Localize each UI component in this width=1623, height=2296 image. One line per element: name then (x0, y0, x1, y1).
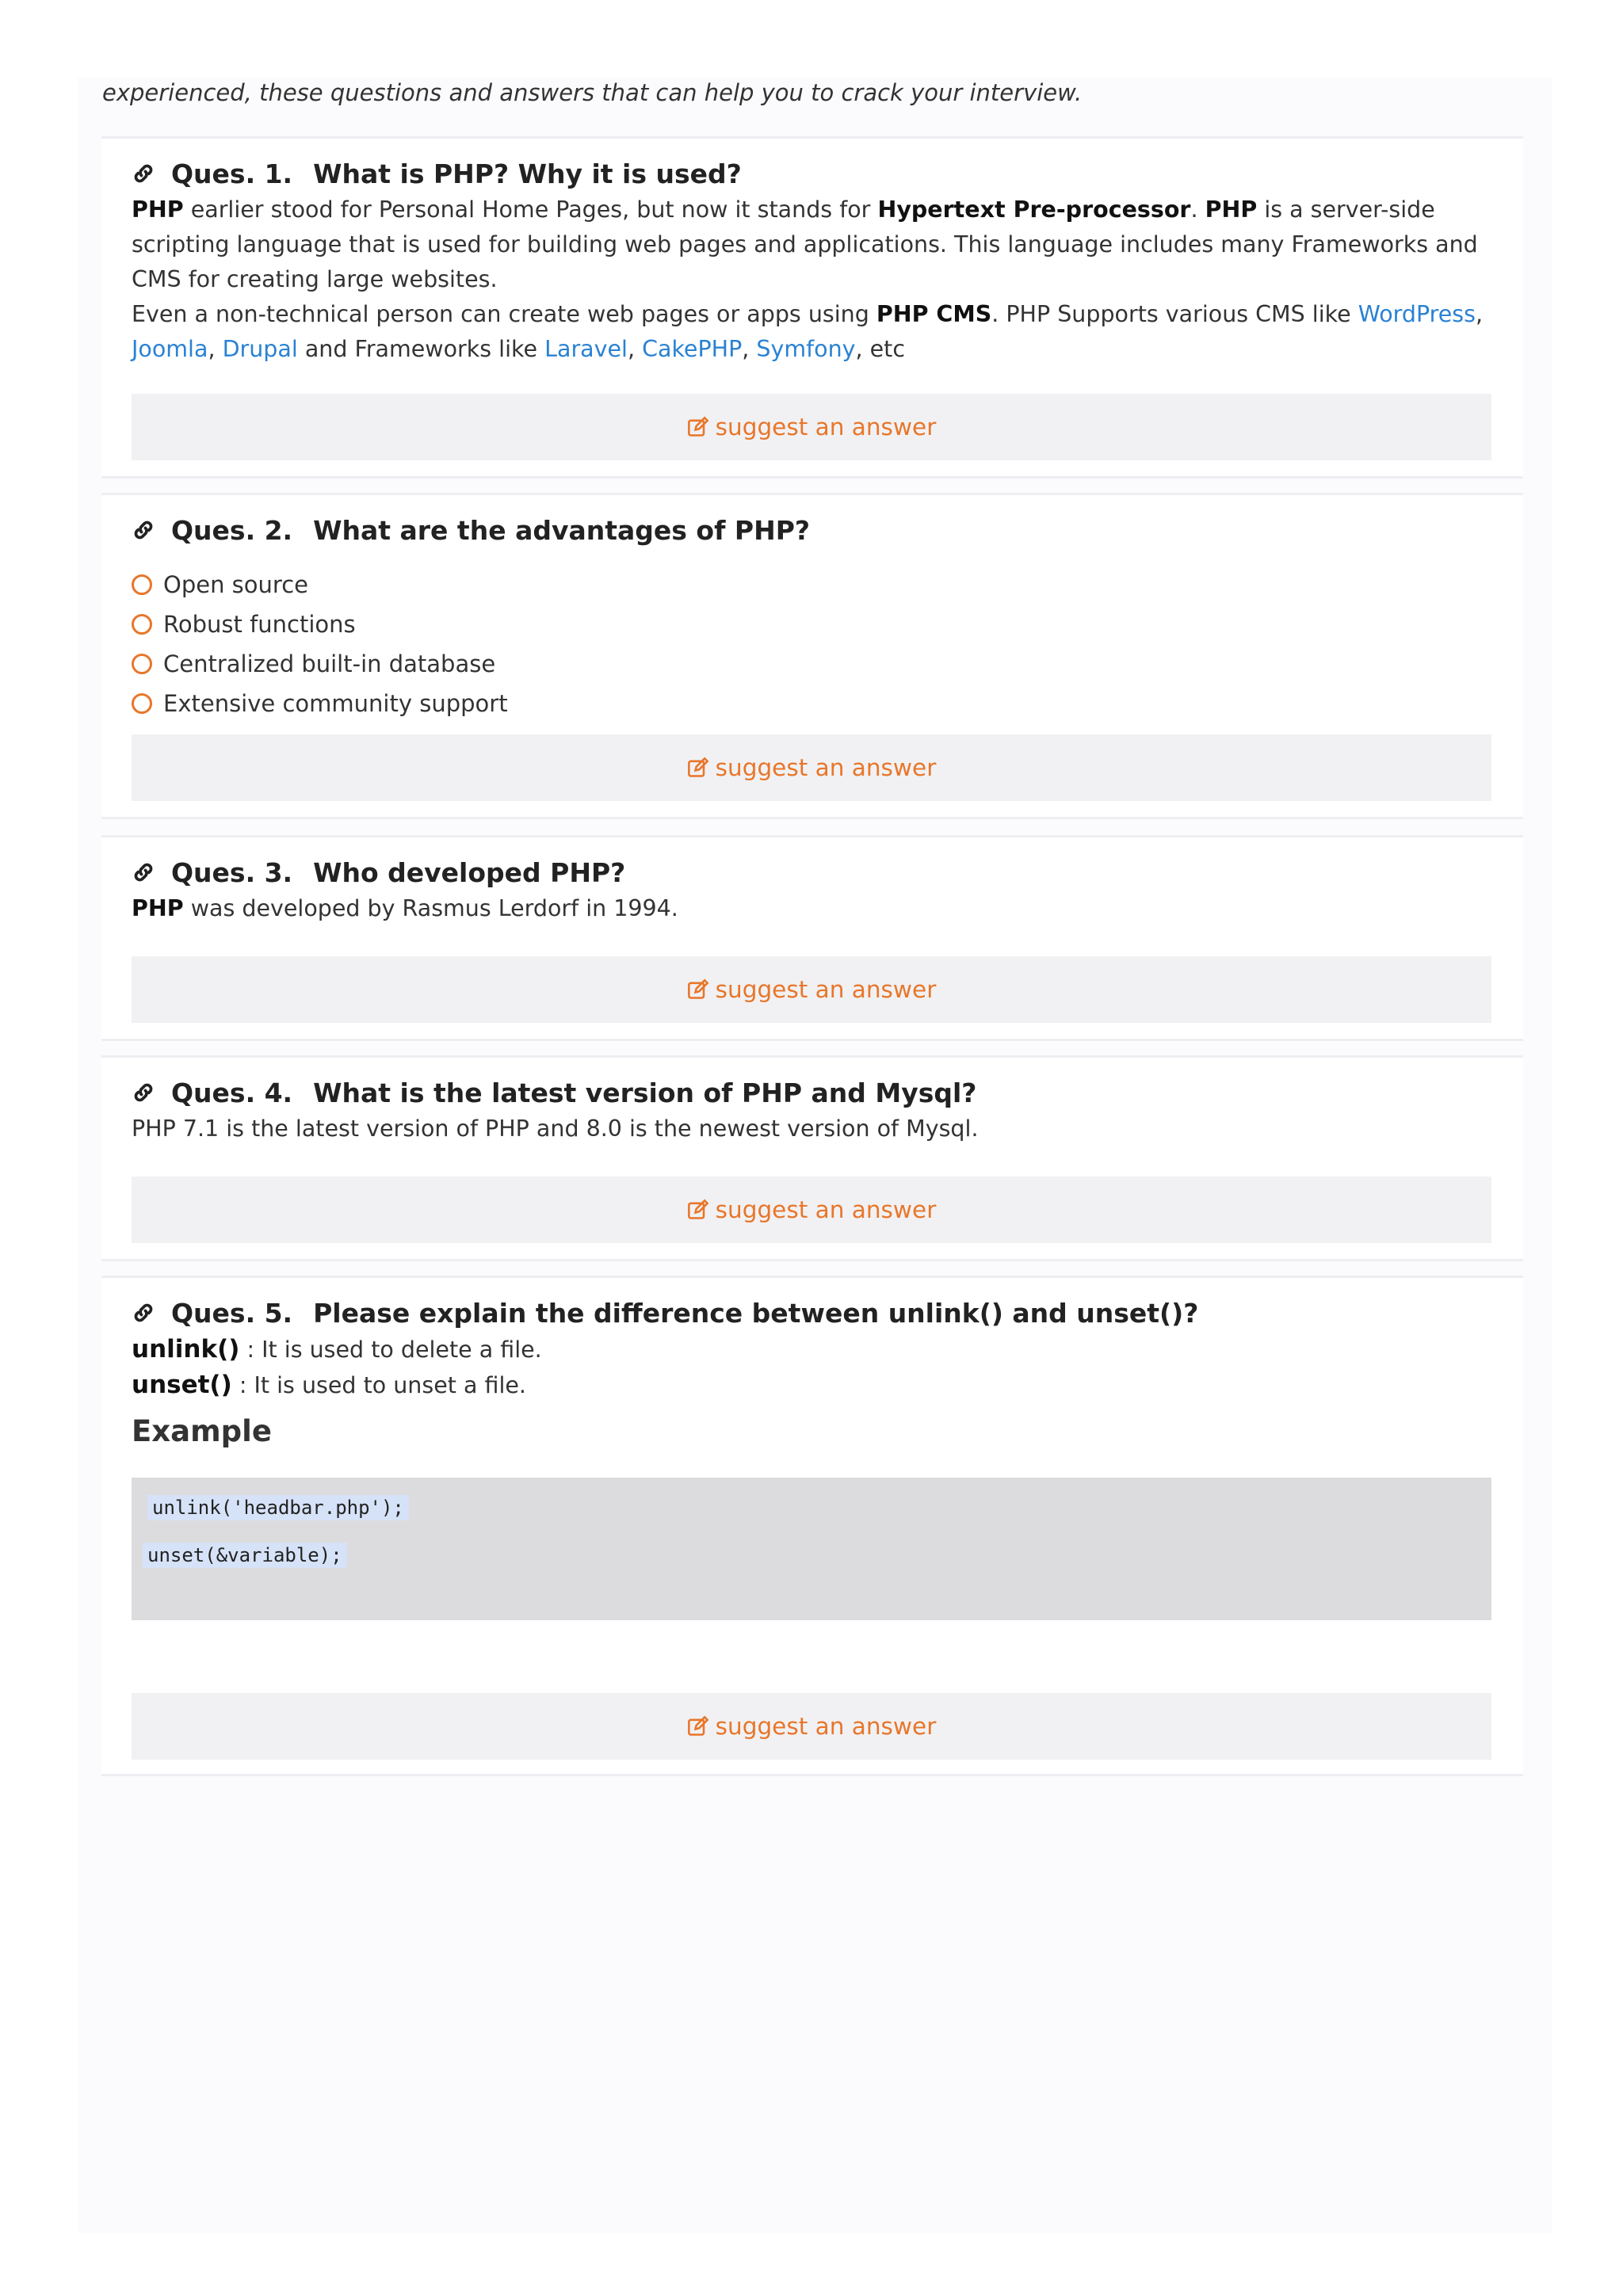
question-number: Ques. 4. (171, 1077, 293, 1108)
question-card-5 (101, 1276, 1523, 1776)
link-symfony[interactable]: Symfony (756, 336, 856, 362)
edit-icon (687, 1199, 709, 1221)
answer-text (132, 1332, 1493, 1403)
text: . (1190, 196, 1205, 223)
link-joomla[interactable]: Joomla (132, 336, 208, 362)
list-item-label: Extensive community support (163, 690, 508, 717)
list-item (132, 605, 508, 644)
answer-text: PHP earlier stood for Personal Home Pages, but now it stands for Hypertext Pre-processor. PHP is a server-side scripting language that is used for building web pages and applications. This language includes many Frameworks and CMS for creating large websites. Even a non-technical person can create web pages or apps using PHP CMS. PHP Supports various CMS like WordPress, Joomla, Drupal and Frameworks like Laravel, CakePHP, Symfony, etc (132, 196, 1484, 362)
example-heading: Example (132, 1414, 272, 1448)
suggest-answer-button[interactable] (132, 394, 1491, 460)
link-laravel[interactable]: Laravel (544, 336, 628, 362)
list-item (132, 565, 508, 605)
bold-term: unlink() (132, 1335, 240, 1363)
bold-term: Hypertext Pre-processor (877, 196, 1191, 223)
text: : It is used to unset a file. (231, 1372, 526, 1398)
edit-icon (687, 757, 709, 779)
suggest-answer-label: suggest an answer (715, 976, 937, 1003)
suggest-answer-label: suggest an answer (715, 754, 937, 781)
question-heading-4 (132, 1074, 976, 1112)
question-title: Who developed PHP? (313, 856, 626, 888)
suggest-answer-label: suggest an answer (715, 414, 937, 441)
text: . PHP Supports various CMS like (991, 301, 1358, 327)
text: : It is used to delete a file. (239, 1337, 542, 1363)
text: earlier stood for Personal Home Pages, but now it stands for (183, 196, 878, 223)
suggest-answer-button[interactable] (132, 1693, 1491, 1760)
bold-term: unset() (132, 1371, 232, 1399)
list-item (132, 644, 508, 684)
bold-term: PHP (132, 895, 184, 921)
suggest-answer-button[interactable] (132, 956, 1491, 1023)
question-number: Ques. 2. (171, 514, 293, 546)
link-icon[interactable] (132, 860, 155, 884)
circle-bullet-icon (132, 693, 152, 714)
code-line-1: unlink('headbar.php'); (147, 1495, 409, 1520)
link-drupal[interactable]: Drupal (222, 336, 298, 362)
edit-icon (687, 1715, 709, 1737)
question-heading-2 (132, 511, 810, 549)
link-icon[interactable] (132, 162, 155, 185)
text: is a server-side scripting language that is used for building web pages and applications. This language includes many Frameworks and CMS for creating large websites. (132, 196, 1478, 292)
question-heading-5 (132, 1294, 1198, 1332)
link-cakephp[interactable]: CakePHP (642, 336, 743, 362)
question-number: Ques. 5. (171, 1297, 293, 1329)
suggest-answer-label: suggest an answer (715, 1713, 937, 1740)
circle-bullet-icon (132, 574, 152, 595)
advantages-list (132, 565, 508, 723)
suggest-answer-button[interactable] (132, 734, 1491, 801)
question-number: Ques. 3. (171, 856, 293, 888)
question-title: What is the latest version of PHP and Mysql? (313, 1077, 977, 1108)
list-item (132, 684, 508, 723)
text: Even a non-technical person can create web pages or apps using (132, 301, 876, 327)
suggest-answer-label: suggest an answer (715, 1196, 937, 1223)
text: and Frameworks like (297, 336, 545, 362)
list-item-label: Centralized built-in database (163, 650, 496, 677)
list-item-label: Open source (163, 571, 308, 598)
code-block (132, 1478, 1491, 1620)
bold-term: PHP CMS (876, 301, 992, 327)
answer-text: PHP 7.1 is the latest version of PHP and 8.0 is the newest version of Mysql. (132, 1116, 979, 1142)
text: , etc (855, 336, 906, 362)
answer-text (132, 891, 1493, 926)
bold-term: PHP (1205, 196, 1258, 223)
link-wordpress[interactable]: WordPress (1358, 301, 1476, 327)
question-card-3 (101, 835, 1523, 1041)
list-item-label: Robust functions (163, 611, 356, 638)
text: was developed by Rasmus Lerdorf in 1994. (183, 895, 678, 921)
link-icon[interactable] (132, 1301, 155, 1325)
edit-icon (687, 416, 709, 438)
intro-text: experienced, these questions and answers that can help you to crack your interview. (102, 79, 1083, 106)
suggest-answer-button[interactable] (132, 1177, 1491, 1243)
bold-term: PHP (132, 196, 184, 223)
question-heading-1 (132, 154, 742, 193)
code-line-2: unset(&variable); (143, 1543, 347, 1568)
circle-bullet-icon (132, 654, 152, 674)
question-title: Please explain the difference between unlink() and unset()? (313, 1297, 1199, 1329)
question-title: What is PHP? Why it is used? (313, 158, 742, 189)
question-number: Ques. 1. (171, 158, 293, 189)
question-card-4 (101, 1055, 1523, 1261)
link-icon[interactable] (132, 518, 155, 542)
question-heading-3 (132, 853, 625, 891)
question-card-1 (101, 136, 1523, 479)
circle-bullet-icon (132, 614, 152, 635)
question-title: What are the advantages of PHP? (313, 514, 811, 546)
edit-icon (687, 978, 709, 1001)
link-icon[interactable] (132, 1081, 155, 1104)
question-card-2 (101, 493, 1523, 819)
